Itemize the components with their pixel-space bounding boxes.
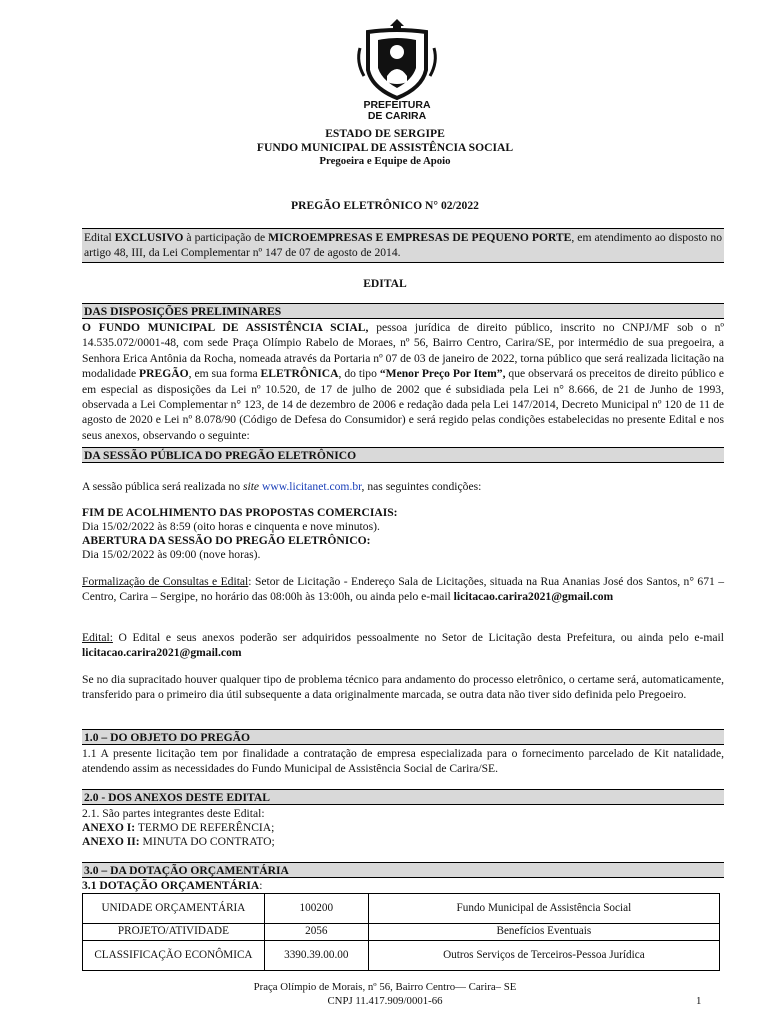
section-title-anexos: 2.0 - DOS ANEXOS DESTE EDITAL xyxy=(82,789,724,805)
table-cell-code: 3390.39.00.00 xyxy=(264,941,368,971)
section-title-objeto: 1.0 – DO OBJETO DO PREGÃO xyxy=(82,729,724,745)
objeto-paragraph: 1.1 A presente licitação tem por finalidade a contratação de empresa especializada para o fornecimento parcelado de Kit natalidade, atendendo assim as necessidades do Fundo Municipal de Assistência Social de Carira/SE. xyxy=(82,747,724,776)
edital-acquisition-paragraph: Edital: O Edital e seus anexos poderão ser adquiridos pessoalmente no Setor de Licitação desta Prefeitura, ou ainda pelo e-mail licitacao.carira2021@gmail.com xyxy=(82,631,724,660)
fim-acolhimento-label: FIM DE ACOLHIMENTO DAS PROPOSTAS COMERCIAIS: xyxy=(82,506,398,519)
contact-email[interactable]: licitacao.carira2021@gmail.com xyxy=(453,590,614,604)
table-row xyxy=(83,924,720,941)
page-number: 1 xyxy=(696,995,702,1007)
formalizacao-paragraph: Formalização de Consultas e Edital: Setor de Licitação - Endereço Sala de Licitações, situada na Rua Ananias José dos Santos, n° 671 – Centro, Carira – Sergipe, no horário das 08:00h às 13:00h, ou ainda pelo e-mail licitacao.carira2021@gmail.com xyxy=(82,575,725,604)
fim-acolhimento-value: Dia 15/02/2022 às 8:59 (oito horas e cinquenta e nove minutos). xyxy=(82,520,380,533)
abertura-value: Dia 15/02/2022 às 09:00 (nove horas). xyxy=(82,548,261,561)
svg-text:PREFEITURA: PREFEITURA xyxy=(363,99,431,111)
edital-email[interactable]: licitacao.carira2021@gmail.com xyxy=(82,646,242,660)
team-heading: Pregoeira e Equipe de Apoio xyxy=(319,155,451,167)
svg-text:DE CARIRA: DE CARIRA xyxy=(367,110,427,122)
table-cell-label: PROJETO/ATIVIDADE xyxy=(83,924,265,941)
fund-heading: FUNDO MUNICIPAL DE ASSISTÊNCIA SOCIAL xyxy=(256,141,514,154)
document-title: PREGÃO ELETRÔNICO N° 02/2022 xyxy=(291,199,479,212)
preliminares-paragraph: O FUNDO MUNICIPAL DE ASSISTÊNCIA SCIAL, pessoa jurídica de direito público, inscrito no CNPJ/MF sob o nº 14.535.072/0001-48, com sede Praça Olímpio Rabelo de Moraes, nº 56, Bairro Centro, Carira/SE, por intermédio de sua pregoeira, a Senhora Erica Antônia da Rocha, nomeada através da Portaria nº 07 de 03 de janeiro de 2022, torna público que será realizada licitação na modalidade PREGÃO, em sua forma ELETRÔNICA, do tipo “Menor Preço Por Item”, que observará os preceitos de direito público e em especial as disposições da Lei nº 10.520, de 17 de julho de 2002 que é subsidiada pela Lei n° 8.666, de 21 de Junho de 1993, observada a Lei Complementar n° 123, de 14 de dezembro de 2006 e redação dada pela Lei 147/2014, Decreto Municipal nº 120 de 11 de agosto de 2020 e Lei nº 8.078/90 (Código de Defesa do Consumidor) e será regido pelas condições estabelecidas no presente Edital e nos seus anexos, observando o seguinte: xyxy=(82,321,724,442)
table-row xyxy=(83,941,720,971)
anexos-intro: 2.1. São partes integrantes deste Edital: xyxy=(82,807,265,820)
budget-table xyxy=(82,893,720,971)
edital-heading: EDITAL xyxy=(363,277,407,290)
state-heading: ESTADO DE SERGIPE xyxy=(325,127,445,140)
table-cell-code: 100200 xyxy=(264,894,368,924)
footer-address: Praça Olímpio de Morais, nº 56, Bairro Centro— Carira– SE xyxy=(253,981,517,993)
abertura-label: ABERTURA DA SESSÃO DO PREGÃO ELETRÔNICO: xyxy=(82,534,371,547)
footer-cnpj: CNPJ 11.417.909/0001-66 xyxy=(327,995,443,1007)
table-cell-label: CLASSIFICAÇÃO ECONÔMICA xyxy=(83,941,265,971)
section-title-sessao: DA SESSÃO PÚBLICA DO PREGÃO ELETRÔNICO xyxy=(82,447,724,463)
anexo-ii: ANEXO II: MINUTA DO CONTRATO; xyxy=(82,835,275,848)
table-row xyxy=(83,894,720,924)
licitanet-link[interactable]: www.licitanet.com.br xyxy=(261,480,362,493)
section-title-dotacao: 3.0 – DA DOTAÇÃO ORÇAMENTÁRIA xyxy=(82,862,724,878)
table-cell-desc: Fundo Municipal de Assistência Social xyxy=(368,894,719,924)
anexo-i: ANEXO I: TERMO DE REFERÊNCIA; xyxy=(82,821,275,834)
dotacao-subtitle: 3.1 DOTAÇÃO ORÇAMENTÁRIA: xyxy=(82,879,263,892)
section-title-preliminares: DAS DISPOSIÇÕES PRELIMINARES xyxy=(82,303,724,319)
table-cell-code: 2056 xyxy=(264,924,368,941)
table-cell-label: UNIDADE ORÇAMENTÁRIA xyxy=(83,894,265,924)
sessao-intro: A sessão pública será realizada no site www.licitanet.com.br, nas seguintes condições: xyxy=(82,480,482,493)
table-cell-desc: Outros Serviços de Terceiros-Pessoa Jurídica xyxy=(368,941,719,971)
technical-problem-paragraph: Se no dia supracitado houver qualquer tipo de problema técnico para andamento do processo eletrônico, o certame será, automaticamente, transferido para o primeiro dia útil subsequente a data originalmente marcada, se outra data não tiver sido definida pelo Pregoeiro. xyxy=(82,673,724,702)
table-cell-desc: Benefícios Eventuais xyxy=(368,924,719,941)
exclusive-notice: Edital EXCLUSIVO à participação de MICROEMPRESAS E EMPRESAS DE PEQUENO PORTE, em atendimento ao disposto no artigo 48, III, da Lei Complementar nº 147 de 07 de agosto de 2014. xyxy=(82,228,724,263)
prefeitura-carira-logo xyxy=(352,18,442,122)
